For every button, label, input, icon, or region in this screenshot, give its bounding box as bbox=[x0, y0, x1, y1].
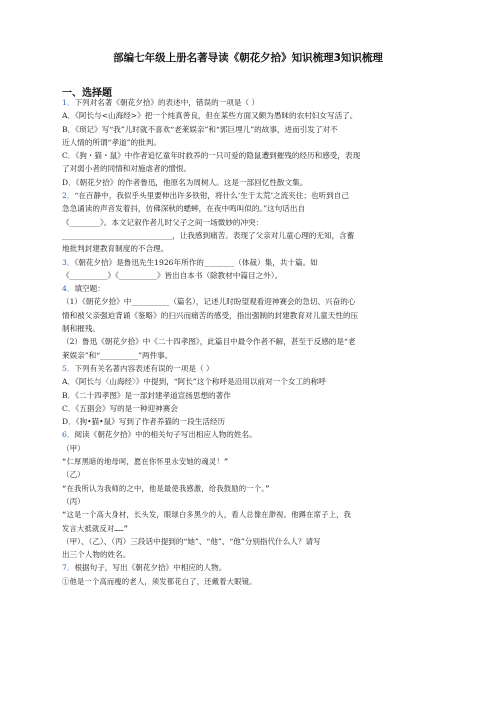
text-line bbox=[62, 335, 438, 348]
text-line bbox=[62, 256, 438, 269]
line-text: 《__________》《__________》皆出自本书（除教材中篇目之外）。 bbox=[62, 270, 283, 280]
text-line bbox=[62, 149, 438, 162]
line-text: 近人情的所谓“孝道”的批判。 bbox=[62, 137, 161, 147]
question-number: 4． bbox=[62, 284, 75, 294]
line-text: （甲） bbox=[62, 443, 85, 453]
line-text: ①他是一个高而瘦的老人，须发都花白了，还戴着大眼镜。 bbox=[62, 576, 257, 586]
line-text: 填空题： bbox=[74, 284, 105, 294]
question-number: 3． bbox=[62, 257, 75, 267]
text-line bbox=[62, 349, 438, 362]
text-line bbox=[62, 508, 438, 521]
line-text: “这是一个高大身材，长头发，眼球白多黑少的人，看人总像在渺视。他蹲在席子上，我 bbox=[62, 510, 352, 520]
line-text: B．《琐记》写“我”儿时就不喜欢“老莱娱亲”和“郭巨埋儿”的故事，进而引发了对不 bbox=[62, 124, 338, 134]
text-line bbox=[62, 375, 438, 388]
text-line bbox=[62, 269, 438, 282]
line-text: 《________》。本文记叙作者儿时父子之间一场微妙的冲突： bbox=[62, 217, 264, 227]
question-number: 1． bbox=[62, 98, 75, 107]
text-line bbox=[62, 136, 438, 149]
line-text: （乙） bbox=[62, 470, 85, 480]
line-text: A．《阿长与<山海经>》把一个纯真善良，但在某些方面又颇为愚昧的农村妇女写活了。 bbox=[62, 111, 358, 121]
text-line bbox=[62, 548, 438, 561]
page-title: 部编七年级上册名著导读《朝花夕拾》知识梳理3知识梳理 bbox=[113, 52, 383, 64]
line-text: 阅读《朝花夕拾》中的相关句子写出相应人物的姓名。 bbox=[74, 430, 257, 440]
text-line bbox=[62, 442, 438, 455]
text-line bbox=[62, 575, 438, 588]
section-heading: 一、选择题 bbox=[62, 88, 112, 99]
line-text: _____________________________，让我感到痛苦。表现了父亲对儿童心理的无知，含蓄 bbox=[62, 230, 355, 240]
text-line bbox=[62, 295, 438, 308]
line-text: 制和摧残。 bbox=[62, 324, 100, 334]
question-list bbox=[62, 96, 438, 588]
line-text: “仁厚黑暗的地母呵，愿在你怀里永安她的魂灵！” bbox=[62, 457, 229, 467]
question-number: 7． bbox=[62, 563, 75, 573]
text-line bbox=[62, 482, 438, 495]
line-text: C．《五猖会》写的是一种迎神赛会 bbox=[62, 403, 178, 413]
line-text: D．《狗•猫•鼠》写到了作者养猫的一段生活经历 bbox=[62, 417, 226, 427]
text-line bbox=[62, 389, 438, 402]
line-text: 根据句子，写出《朝花夕拾》中相应的人物。 bbox=[74, 563, 227, 573]
text-line bbox=[62, 176, 438, 189]
line-text: 莱娱亲”和“__________”两件事。 bbox=[62, 350, 173, 360]
text-line bbox=[62, 415, 438, 428]
text-line bbox=[62, 96, 438, 109]
line-text: 下列有关名著内容表述有误的一项是（ ） bbox=[74, 363, 214, 373]
text-line bbox=[62, 535, 438, 548]
line-text: D．《朝花夕拾》的作者鲁迅，他原名为周树人。这是一部回忆性散文集。 bbox=[62, 177, 308, 187]
text-line bbox=[62, 162, 438, 175]
line-text: 下列对名著《朝花夕拾》的表述中，错误的一项是（ ） bbox=[74, 98, 260, 107]
line-text: （甲）、（乙）、（丙）三段话中提到的“她”、“他”、“他”分别指代什么人？请写 bbox=[62, 536, 321, 546]
question-number: 6． bbox=[62, 430, 75, 440]
line-text: （1）《朝花夕拾》中__________（篇名），记述儿时盼望观看迎神赛会的急切、兴奋的心 bbox=[62, 297, 356, 307]
question-number: 5． bbox=[62, 363, 75, 373]
text-line bbox=[62, 428, 438, 441]
line-text: （2）鲁迅《朝花夕拾》中《二十四孝图》，此篇目中最令作者不解，甚至于反感的是“老 bbox=[62, 337, 356, 347]
text-line bbox=[62, 242, 438, 255]
text-line bbox=[62, 309, 438, 322]
line-text: B．《二十四孝图》是一部封建孝道宣扬思想的著作 bbox=[62, 390, 231, 400]
line-text: 了对弱小者的同情和对施虐者的憎恨。 bbox=[62, 164, 192, 174]
line-text: C．《狗・猫・鼠》中作者追忆童年时救养的一只可爱的隐鼠遭到摧残的经历和感受，表现 bbox=[62, 151, 361, 161]
line-text: 发言大抵就反对……” bbox=[62, 523, 129, 533]
text-line bbox=[62, 468, 438, 481]
text-line bbox=[62, 216, 438, 229]
text-line bbox=[62, 202, 438, 215]
text-line bbox=[62, 455, 438, 468]
line-text: 急急诵读的声音发着抖，仿佛深秋的蟋蟀，在夜中鸣叫似的。”这句话出自 bbox=[62, 204, 306, 214]
text-line bbox=[62, 109, 438, 122]
text-line bbox=[62, 123, 438, 136]
line-text: 出三个人物的姓名。 bbox=[62, 550, 131, 560]
line-text: （丙） bbox=[62, 496, 85, 506]
text-line bbox=[62, 322, 438, 335]
line-text: “在百静中，我似乎头里要伸出许多铁钳，将什么‘生于太荒’之流夹住；也听到自己 bbox=[74, 191, 349, 201]
text-line bbox=[62, 362, 438, 375]
line-text: “在我所认为我师的之中，他是最使我感激，给我鼓励的一个。” bbox=[62, 483, 270, 493]
line-text: 《朝花夕拾》是鲁迅先生1926年所作的________（体裁）集，共十篇。如 bbox=[74, 257, 318, 267]
text-line bbox=[62, 561, 438, 574]
text-line bbox=[62, 522, 438, 535]
text-line bbox=[62, 282, 438, 295]
line-text: 情和被父亲强迫背诵《鉴略》的扫兴而痛苦的感受，指出强制的封建教育对儿童天性的压 bbox=[62, 310, 359, 320]
text-line bbox=[62, 189, 438, 202]
line-text: 地批判封建教育制度的不合理。 bbox=[62, 244, 169, 254]
text-line bbox=[62, 229, 438, 242]
text-line bbox=[62, 495, 438, 508]
line-text: A．《阿长与〈山海经〉》中提到，“阿长”这个称呼是沿用以前对一个女工的称呼 bbox=[62, 377, 326, 387]
text-line bbox=[62, 402, 438, 415]
question-number: 2． bbox=[62, 191, 75, 201]
